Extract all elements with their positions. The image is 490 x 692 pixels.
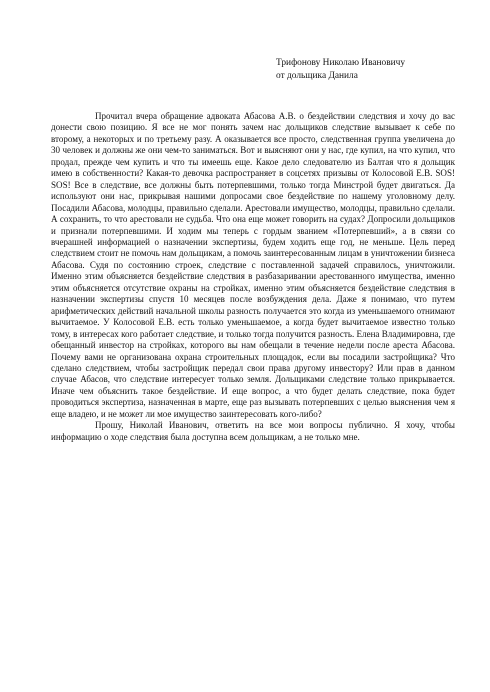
addressee-sender: от дольщика Данила [276, 71, 358, 81]
letter-paragraph-2: Прошу, Николай Иванович, ответить на все мои вопросы публично. Я хочу, чтобы информацию о ходе следствия была доступна всем дольщикам, а не только мне. [51, 420, 455, 442]
addressee-block [276, 57, 476, 83]
letter-paragraph-1: Прочитал вчера обращение адвоката Абасова А.В. о бездействии следствия и хочу до вас донести свою позицию. Я все не мог понять зачем нас дольщиков следствие вызывает к себе по второму, а некоторых и по третьему разу. А оказывается все просто, следственная группа увеличена до 30 человек и должны же они чем-то заниматься. Вот и выясняют они у нас, где купил, на что купил, что продал, прежде чем купить и что ты имеешь еще. Какое дело следователю из Балтая что я дольщик имею в собственности? Какая-то девочка распространяет в соцсетях призывы от Колосовой Е.В. SOS! SOS! Все в следствие, все должны быть потерпевшими, только тогда Минстрой будет двигаться. Да используют они нас, прикрывая нашими допросами свое бездействие по нашему уголовному делу. Посадили Абасова, молодцы, правильно сделали. Арестовали имущество, молодцы, правильно сделали. А сохранить, то что арестовали не судьба. Что она еще может говорить на судах? Допросили дольщиков и признали потерпевшими. И ходим мы теперь с гордым званием «Потерпевший», а в связи со вчерашней информацией о назначении экспертизы, будем ходить еще год, не меньше. Цель перед следствием стоит не помочь нам дольщикам, а помочь заинтересованным лицам в уничтожении бизнеса Абасова. Судя по состоянию строек, следствие с поставленной задачей справилось, уничтожили. Именно этим объясняется бездействие следствия в разбазаривании арестованного имущества, именно этим объясняется отсутствие охраны на стройках, именно этим объясняется бездействие следствия в назначении экспертизы спустя 10 месяцев после возбуждения дела. Даже я понимаю, что путем арифметических действий начальной школы разность получается это когда из уменьшаемого отнимают вычитаемое. У Колосовой Е.В. есть только уменьшаемое, а когда будет вычитаемое известно только тому, в интересах кого работает следствие, и только тогда получится разность. Елена Владимировна, где обещанный инвестор на стройках, которого вы нам обещали в течение недели после ареста Абасова. Почему вами не организована охрана строительных площадок, если вы посадили застройщика? Что сделано следствием, чтобы застройщик передал свои права другому инвестору? Или прав в данном случае Абасов, что следствие интересует только земля. Дольщиками следствие только прикрывается. Иначе чем объяснить такое бездействие. И еще вопрос, а что будет делать следствие, пока будет проводиться экспертиза, назначенная в марте, еще раз вызывать потерпевших с целью выяснения чем я еще владею, и не может ли мое имущество заинтересовать кого-либо? [51, 111, 455, 419]
letter-body [51, 111, 455, 443]
addressee-recipient: Трифонову Николаю Ивановичу [276, 58, 406, 68]
